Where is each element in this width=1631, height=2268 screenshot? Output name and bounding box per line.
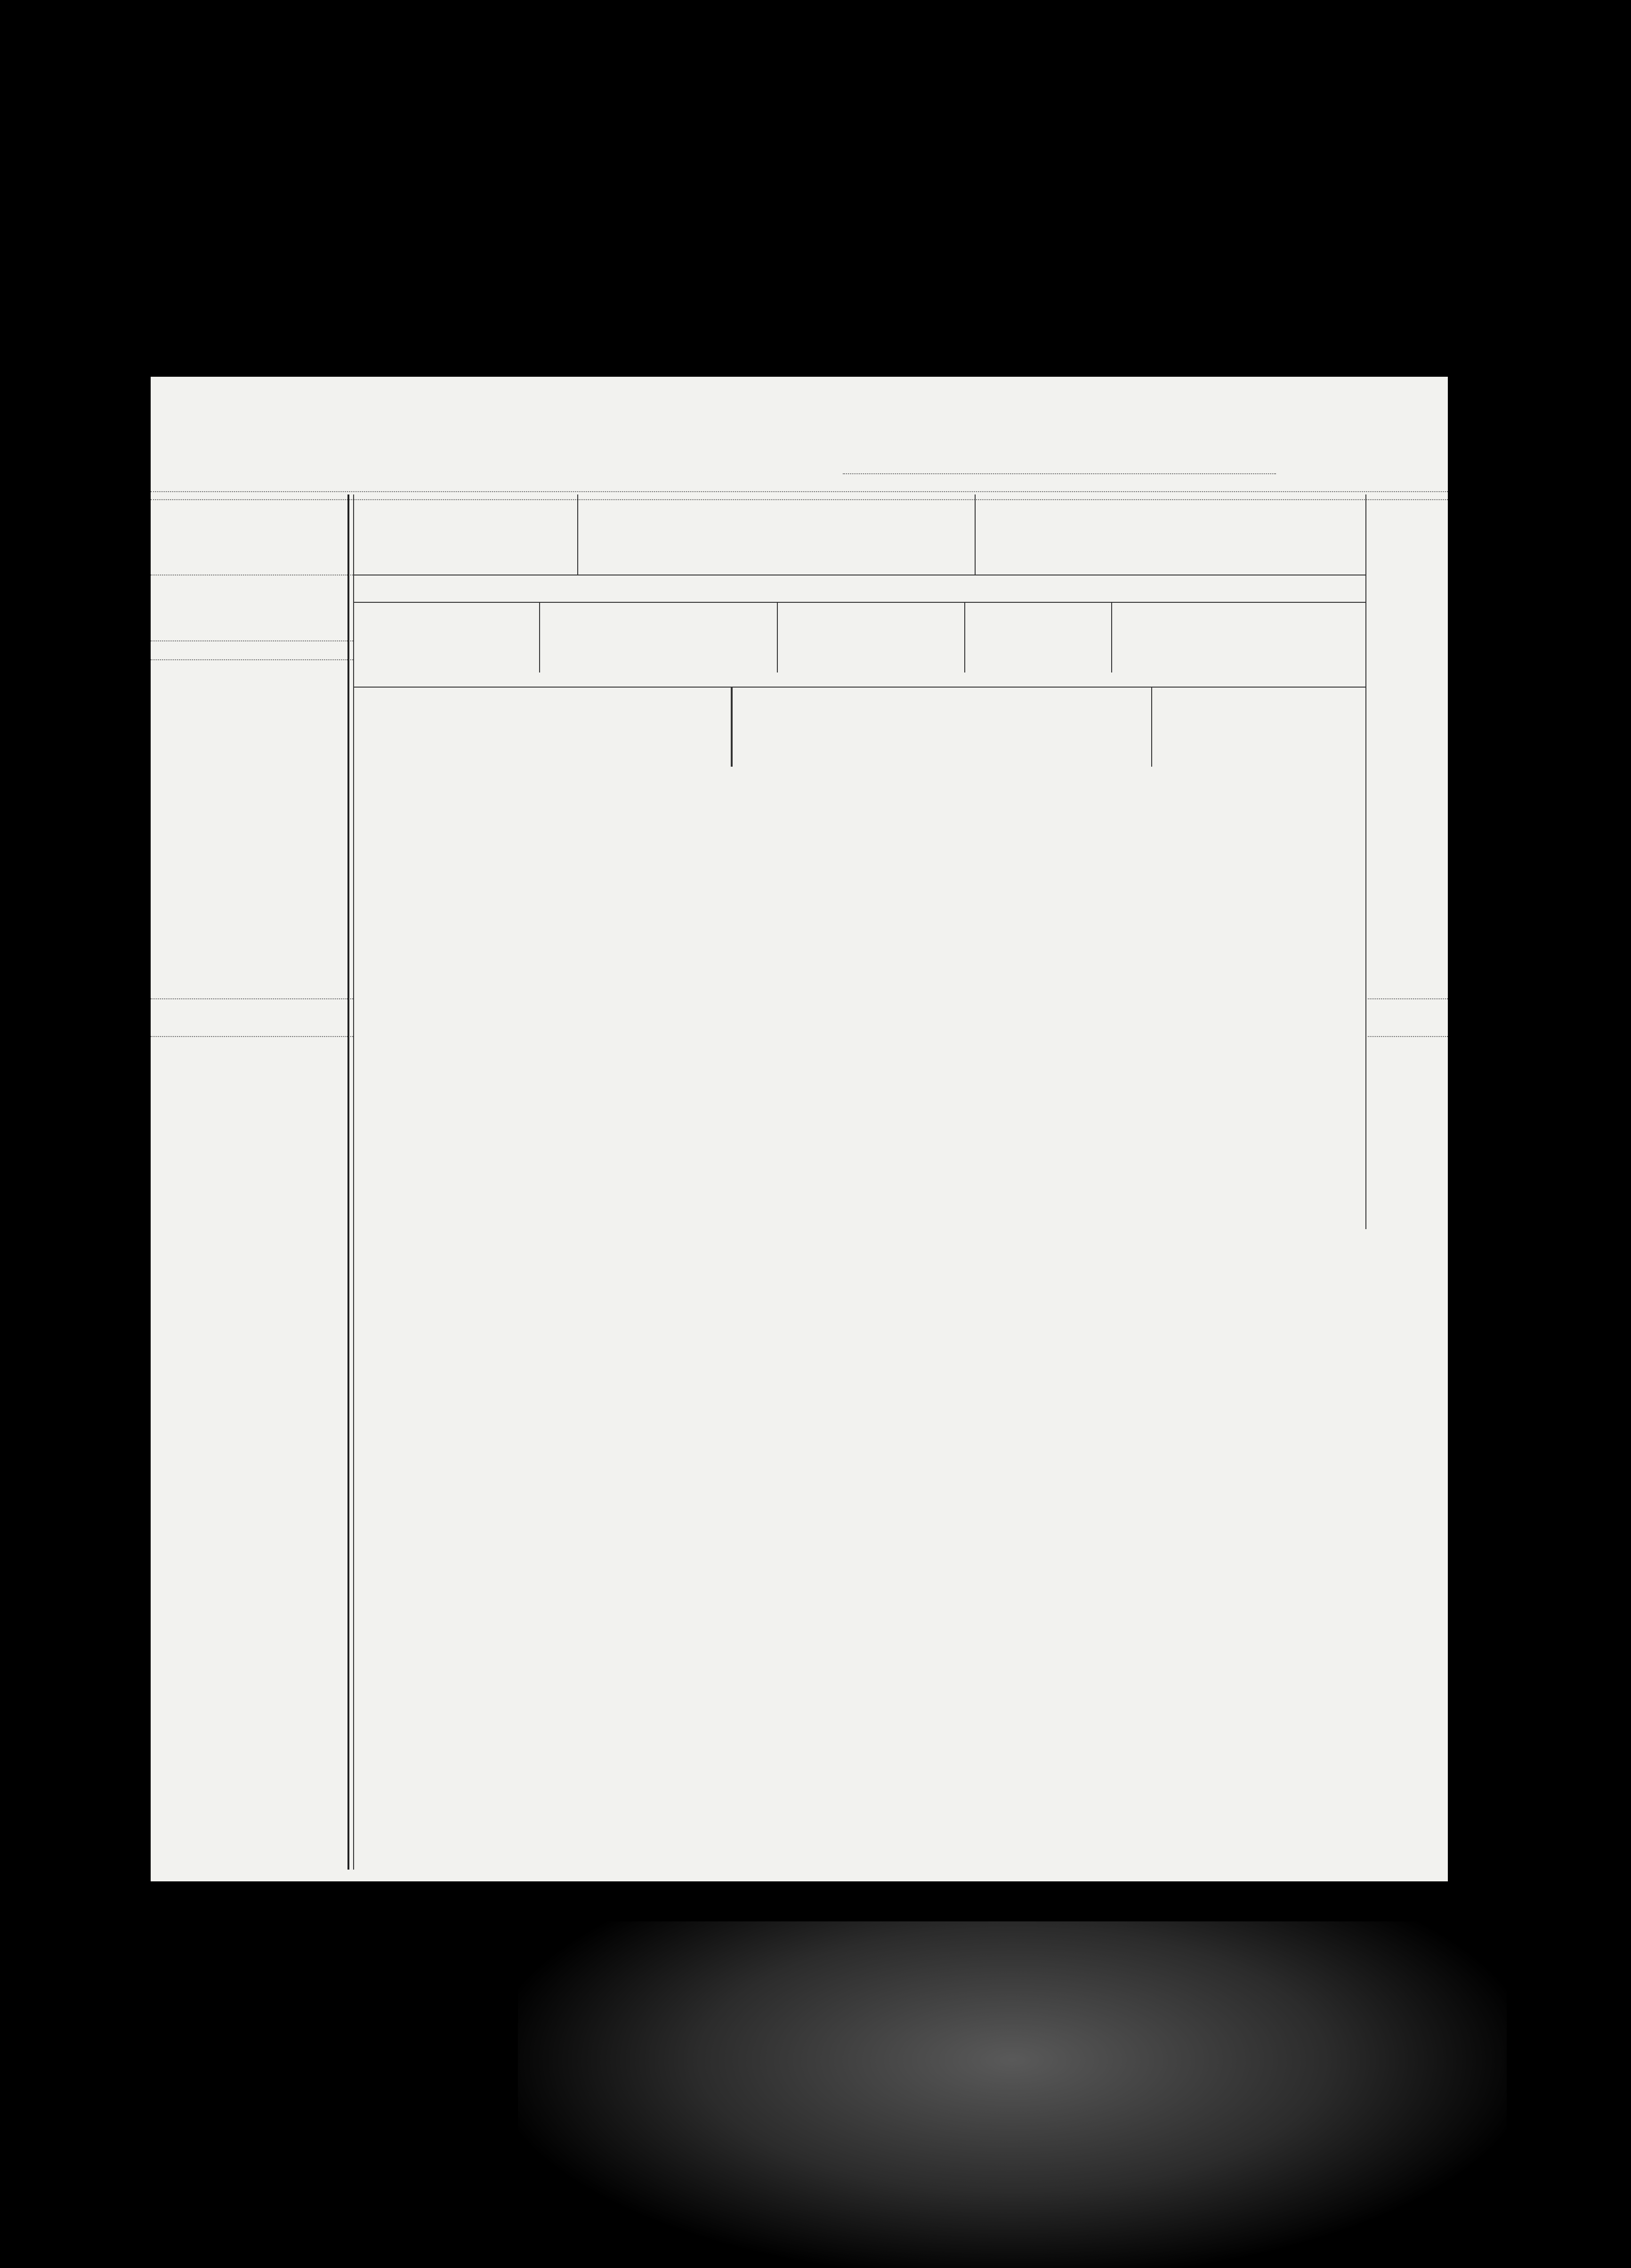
margin-line xyxy=(151,998,353,999)
margin-line xyxy=(1365,998,1448,999)
col-divider xyxy=(1151,687,1152,767)
margin-line xyxy=(151,640,353,641)
left-border-inner xyxy=(353,494,354,1870)
row-line xyxy=(353,687,1365,688)
col-divider xyxy=(1111,602,1112,672)
margin-line xyxy=(151,659,353,660)
col-divider xyxy=(964,602,965,672)
col-divider xyxy=(975,494,976,575)
col-divider xyxy=(539,602,540,672)
margin-line xyxy=(151,1036,353,1037)
left-border xyxy=(347,494,349,1870)
right-border xyxy=(1365,494,1366,1229)
margin-line xyxy=(1365,1036,1448,1037)
col-divider xyxy=(577,494,578,575)
registry-document xyxy=(151,377,1448,1881)
margin-line xyxy=(151,491,1448,492)
col-divider xyxy=(777,602,778,672)
margin-line xyxy=(151,499,1448,500)
col-divider xyxy=(732,687,733,767)
row-line xyxy=(353,602,1365,603)
signal-letters-line xyxy=(843,473,1276,474)
background-shadow xyxy=(518,1921,1507,2268)
